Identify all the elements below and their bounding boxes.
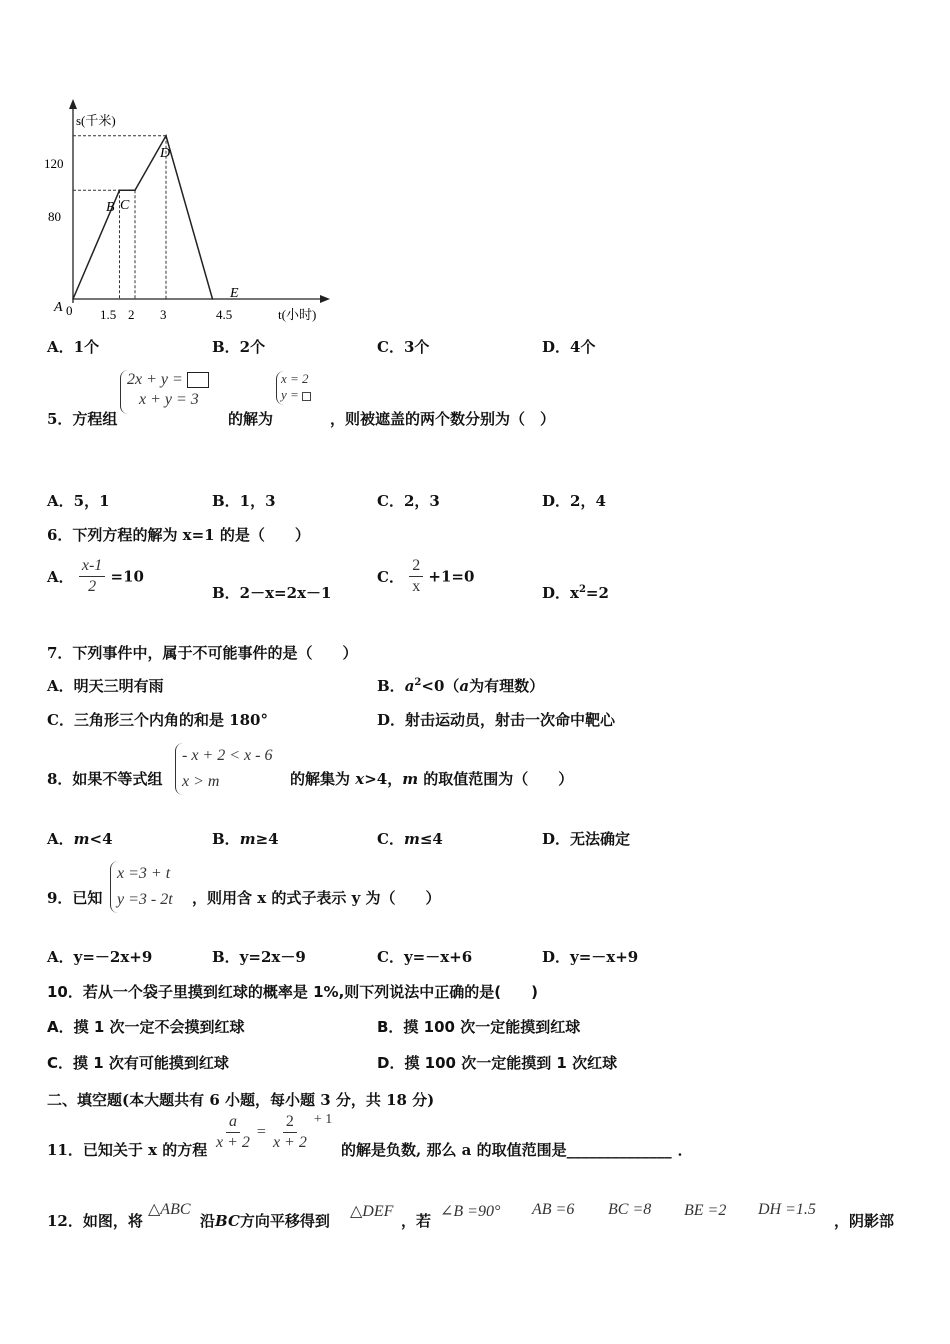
x-tick-2: 2	[128, 307, 135, 322]
q6-stem: 6．下列方程的解为 x=1 的是（ ）	[47, 526, 310, 544]
q8-ineq1: - x + 2 < x - 6	[182, 747, 273, 764]
q9-option-c: C．y=－x+6	[377, 948, 473, 966]
q5-option-c: C．2，3	[377, 492, 440, 510]
q12-mid1: 沿BC方向平移得到	[200, 1212, 330, 1230]
q10-option-c: C．摸 1 次有可能摸到红球	[47, 1054, 229, 1072]
point-label-c: C	[120, 198, 130, 213]
q8-suffix	[290, 768, 573, 789]
q12-dh: DH =1.5	[758, 1201, 816, 1218]
q8-prefix: 8．如果不等式组	[47, 770, 163, 788]
q6-d-label: D．x	[542, 584, 579, 602]
q11-equation	[213, 1112, 332, 1153]
q7-option-d: D．射击运动员，射击一次命中靶心	[377, 711, 616, 729]
origin-label: 0	[66, 303, 73, 318]
distance-time-graph	[40, 95, 340, 330]
q6-option-d	[542, 582, 609, 603]
section-2-heading: 二、填空题(本大题共有 6 小题，每小题 3 分，共 18 分)	[47, 1091, 435, 1109]
q6-d-rest: =2	[585, 584, 609, 602]
q7-b-rest: <0（	[421, 677, 460, 695]
q4-option-a: A．1个	[47, 338, 100, 356]
q7-b-var: a	[404, 677, 415, 695]
q9-eq2: y =3 - 2t	[117, 891, 173, 908]
q9-option-d: D．y=－x+9	[542, 948, 639, 966]
point-D	[165, 135, 167, 137]
q9-eq1: x =3 + t	[117, 865, 171, 882]
q5-sol2: y =	[281, 387, 299, 402]
q12-bc: BC =8	[608, 1201, 652, 1218]
q4-option-d: D．4个	[542, 338, 596, 356]
hidden-box	[187, 372, 209, 388]
q7-b-tail: 为有理数）	[469, 677, 545, 695]
q11-lhs-den: x + 2	[216, 1134, 250, 1151]
q12-tri2: △DEF	[350, 1203, 394, 1220]
q10-option-a: A．摸 1 次一定不会摸到红球	[47, 1018, 245, 1036]
q11-prefix: 11．已知关于 x 的方程	[47, 1141, 208, 1159]
q12-ab: AB =6	[532, 1201, 575, 1218]
q11-eq: =	[256, 1123, 266, 1141]
x-tick-1.5: 1.5	[100, 307, 117, 322]
answer-blank: ______________	[566, 1141, 672, 1159]
q11-suffix-text: 的解是负数, 那么 a 的取值范围是	[341, 1141, 567, 1159]
q6-a-label: A．	[47, 568, 74, 586]
q6-option-c	[377, 556, 474, 597]
q5-suffix: ，则被遮盖的两个数分别为（ ）	[330, 410, 556, 428]
point-A	[72, 298, 74, 300]
point-label-b: B	[106, 200, 115, 215]
x-tick-3: 3	[160, 307, 167, 322]
point-label-e: E	[230, 286, 239, 301]
q8-suffix-a: 的解集为	[290, 770, 356, 788]
q7-b-label: B．	[377, 677, 405, 695]
q6-c-label: C．	[377, 568, 404, 586]
q10-option-b: B．摸 100 次一定能摸到红球	[377, 1018, 581, 1036]
q12-tri1: △ABC	[148, 1201, 191, 1218]
q7-stem: 7．下列事件中，属于不可能事件的是（ ）	[47, 644, 358, 662]
q12-end: ，阴影部	[834, 1212, 895, 1230]
q11-lhs-num: a	[226, 1112, 240, 1133]
q7-b-var2: a	[459, 677, 470, 695]
distance-series-line	[73, 136, 213, 299]
point-label-d: D	[160, 146, 171, 161]
q8-option-a: A．m<4	[47, 830, 113, 848]
q12-mid3: ，若	[401, 1212, 432, 1230]
q5-eq1: 2x + y =	[127, 371, 183, 388]
q11-rhs-den: x + 2	[272, 1134, 307, 1151]
y-axis-label: s(千米)	[76, 113, 116, 128]
q9-option-a: A．y=－2x+9	[47, 948, 153, 966]
q6-c-den: x	[412, 578, 421, 595]
hidden-box-small	[302, 392, 311, 401]
q11-suffix	[341, 1139, 693, 1160]
q5-option-d: D．2，4	[542, 492, 606, 510]
q5-option-b: B．1，3	[212, 492, 276, 510]
q6-d-sup: 2	[578, 584, 586, 595]
q6-option-a	[47, 556, 144, 597]
q5-option-a: A．5，1	[47, 492, 110, 510]
point-B	[119, 189, 121, 191]
q9-suffix: ，则用含 x 的式子表示 y 为（ ）	[192, 889, 441, 907]
q5-system	[120, 370, 209, 414]
q8-ineq2: x > m	[182, 773, 220, 790]
q12-angle: ∠B =90°	[440, 1203, 501, 1220]
q8-suffix-c: 的取值范围为（ ）	[418, 770, 574, 788]
q5-eq2: x + y = 3	[139, 391, 199, 408]
q6-option-b: B．2－x=2x－1	[212, 584, 332, 602]
point-E	[212, 298, 214, 300]
q6-a-den: 2	[88, 578, 97, 595]
q6-c-num: 2	[409, 556, 423, 577]
q11-rhs-num: 2	[283, 1112, 297, 1133]
q6-a-num: x-1	[79, 556, 105, 577]
q5-sol1: x = 2	[281, 371, 309, 386]
q6-c-rest: +1=0	[428, 567, 475, 586]
q8-option-c: C．m≤4	[377, 830, 443, 848]
q10-option-d: D．摸 100 次一定能摸到 1 次红球	[377, 1054, 618, 1072]
x-axis-label: t(小时)	[278, 307, 317, 322]
q12-be: BE =2	[684, 1202, 727, 1219]
q8-option-d: D．无法确定	[542, 830, 631, 848]
q5-prefix: 5．方程组	[47, 410, 118, 428]
q10-stem: 10．若从一个袋子里摸到红球的概率是 1%,则下列说法中正确的是( )	[47, 983, 538, 1001]
q7-option-c: C．三角形三个内角的和是 180°	[47, 711, 268, 729]
q9-prefix: 9．已知	[47, 889, 103, 907]
q5-middle: 的解为	[228, 410, 274, 428]
x-tick-4.5: 4.5	[216, 307, 233, 322]
q8-suffix-var: x	[355, 770, 365, 788]
q7-b-sup: 2	[414, 677, 422, 688]
q12-prefix: 12．如图，将	[47, 1212, 143, 1230]
q7-option-b	[377, 675, 544, 696]
q8-suffix-var2: m	[402, 770, 419, 788]
q4-option-b: B．2个	[212, 338, 266, 356]
q8-option-b: B．m≥4	[212, 830, 279, 848]
point-C	[134, 189, 136, 191]
y-tick-120: 120	[44, 156, 64, 171]
q8-suffix-b: >4，	[364, 770, 403, 788]
q9-system	[110, 861, 173, 913]
q5-solution	[276, 371, 311, 405]
q7-option-a: A．明天三明有雨	[47, 677, 164, 695]
q6-a-rest: =10	[110, 567, 144, 586]
q11-end: ．	[677, 1141, 693, 1159]
q9-option-b: B．y=2x－9	[212, 948, 306, 966]
point-label-a: A	[54, 300, 63, 315]
y-tick-80: 80	[48, 209, 61, 224]
q8-system	[175, 743, 272, 795]
q11-plus: + 1	[313, 1112, 333, 1127]
q4-option-c: C．3个	[377, 338, 430, 356]
